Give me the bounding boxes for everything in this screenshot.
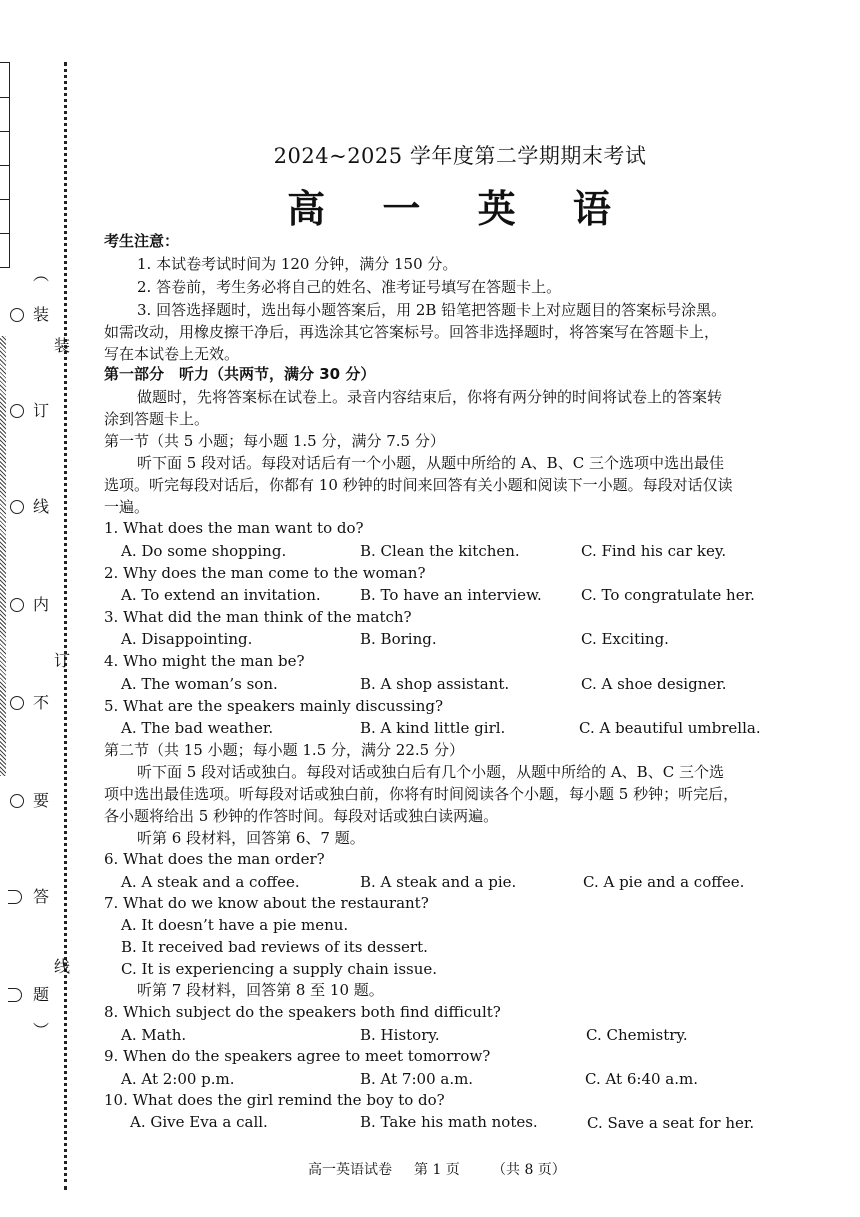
- option-b: B. It received bad reviews of its dessert.: [121, 938, 428, 956]
- binding-hatch: [0, 336, 6, 776]
- notice-item: 1. 本试卷考试时间为 120 分钟，满分 150 分。: [137, 255, 458, 273]
- option-a: A. Math.: [121, 1026, 187, 1044]
- option-a: A. The woman’s son.: [121, 675, 278, 693]
- question-stem: 9. When do the speakers agree to meet tomorrow?: [104, 1047, 491, 1065]
- option-c: C. Find his car key.: [581, 542, 727, 560]
- question-stem: 4. Who might the man be?: [104, 652, 305, 670]
- notice-item: 2. 答卷前，考生务必将自己的姓名、准考证号填写在答题卡上。: [137, 278, 562, 296]
- section-intro: 听下面 5 段对话。每段对话后有一个小题，从题中所给的 A、B、C 三个选项中选出最佳: [137, 454, 724, 472]
- binding-char: 装: [33, 305, 50, 324]
- option-c: C. To congratulate her.: [581, 586, 755, 604]
- footer-paper-name: 高一英语试卷: [308, 1162, 392, 1178]
- option-c: C. Exciting.: [581, 630, 669, 648]
- material-note: 听第 7 段材料，回答第 8 至 10 题。: [137, 981, 384, 999]
- option-a: A. A steak and a coffee.: [121, 873, 300, 891]
- option-a: A. Disappointing.: [121, 630, 253, 648]
- binding-char: 订: [33, 401, 50, 420]
- binding-char: 内: [33, 595, 50, 614]
- binding-char: 题: [33, 985, 50, 1004]
- binding-char: 答: [33, 887, 50, 906]
- question-stem: 7. What do we know about the restaurant?: [104, 894, 429, 912]
- binding-circle: [8, 890, 22, 904]
- binding-circle: [8, 988, 22, 1002]
- option-a: A. The bad weather.: [121, 719, 274, 737]
- option-b: B. Take his math notes.: [360, 1113, 538, 1131]
- section-heading: 第二节（共 15 小题；每小题 1.5 分，满分 22.5 分）: [104, 741, 464, 759]
- question-stem: 10. What does the girl remind the boy to do?: [104, 1091, 445, 1109]
- option-a: A. Give Eva a call.: [130, 1113, 268, 1131]
- section-intro: 项中选出最佳选项。听每段对话或独白前，你将有时间阅读各个小题，每小题 5 秒钟；听完后，: [104, 785, 739, 803]
- question-stem: 5. What are the speakers mainly discussing?: [104, 697, 444, 715]
- option-b: B. Clean the kitchen.: [360, 542, 520, 560]
- option-c: C. A pie and a coffee.: [583, 873, 745, 891]
- question-stem: 8. Which subject do the speakers both find difficult?: [104, 1003, 501, 1021]
- part-heading: 第一部分 听力（共两节，满分 30 分）: [104, 365, 376, 383]
- question-stem: 1. What does the man want to do?: [104, 519, 364, 537]
- part-intro: 做题时，先将答案标在试卷上。录音内容结束后，你将有两分钟的时间将试卷上的答案转: [137, 388, 723, 406]
- option-b: B. A kind little girl.: [360, 719, 506, 737]
- section-heading: 第一节（共 5 小题；每小题 1.5 分，满分 7.5 分）: [104, 432, 445, 450]
- material-note: 听第 6 段材料，回答第 6、7 题。: [137, 829, 365, 847]
- inner-binding-char: 装: [54, 336, 71, 355]
- question-stem: 3. What did the man think of the match?: [104, 608, 412, 626]
- exam-title: 2024~2025 学年度第二学期期末考试: [273, 144, 647, 168]
- binding-circle: [10, 500, 24, 514]
- binding-char: 线: [33, 497, 50, 516]
- section-intro: 选项。听完每段对话后，你都有 10 秒钟的时间来回答有关小题和阅读下一小题。每段对话仅读: [104, 476, 733, 494]
- question-stem: 2. Why does the man come to the woman?: [104, 564, 426, 582]
- binding-paren-top: ︵: [33, 265, 50, 284]
- option-b: B. A steak and a pie.: [360, 873, 517, 891]
- option-b: B. History.: [360, 1026, 440, 1044]
- binding-circle: [10, 696, 24, 710]
- option-c: C. At 6:40 a.m.: [585, 1070, 698, 1088]
- option-b: B. A shop assistant.: [360, 675, 510, 693]
- binding-paren-bottom: ︶: [33, 1021, 50, 1040]
- binding-circle: [10, 794, 24, 808]
- option-c: C. Save a seat for her.: [587, 1114, 755, 1132]
- section-intro: 听下面 5 段对话或独白。每段对话或独白后有几个小题，从题中所给的 A、B、C 三个选: [137, 763, 724, 781]
- notice-item: 3. 回答选择题时，选出每小题答案后，用 2B 铅笔把答题卡上对应题目的答案标号涂黑。: [137, 301, 727, 319]
- option-b: B. To have an interview.: [360, 586, 542, 604]
- option-a: A. Do some shopping.: [121, 542, 287, 560]
- binding-char: 要: [33, 791, 50, 810]
- binding-circle: [10, 404, 24, 418]
- exam-subject: 高 一 英 语: [287, 187, 633, 231]
- notice-item: 写在本试卷上无效。: [104, 345, 240, 363]
- option-b: B. At 7:00 a.m.: [360, 1070, 474, 1088]
- section-intro: 各小题将给出 5 秒钟的作答时间。每段对话或独白读两遍。: [104, 807, 499, 825]
- question-stem: 6. What does the man order?: [104, 850, 325, 868]
- option-b: B. Boring.: [360, 630, 437, 648]
- option-a: A. At 2:00 p.m.: [121, 1070, 235, 1088]
- option-c: C. It is experiencing a supply chain issue.: [121, 960, 438, 978]
- footer-total-pages: （共 8 页）: [492, 1162, 566, 1178]
- binding-circle: [10, 598, 24, 612]
- part-intro: 涂到答题卡上。: [104, 410, 210, 428]
- option-a: A. To extend an invitation.: [121, 586, 321, 604]
- notice-item: 如需改动，用橡皮擦干净后，再选涂其它答案标号。回答非选择题时，将答案写在答题卡上，: [104, 323, 720, 341]
- option-c: C. A beautiful umbrella.: [579, 719, 761, 737]
- notice-heading: 考生注意：: [104, 232, 180, 250]
- option-c: C. Chemistry.: [586, 1026, 688, 1044]
- inner-binding-char: 线: [54, 957, 71, 976]
- binding-char: 不: [33, 693, 50, 712]
- footer-page-number: 第 1 页: [414, 1162, 460, 1178]
- option-a: A. It doesn’t have a pie menu.: [121, 916, 349, 934]
- option-c: C. A shoe designer.: [581, 675, 727, 693]
- section-intro: 一遍。: [104, 498, 150, 516]
- binding-circle: [10, 308, 24, 322]
- inner-binding-char: 订: [54, 651, 71, 670]
